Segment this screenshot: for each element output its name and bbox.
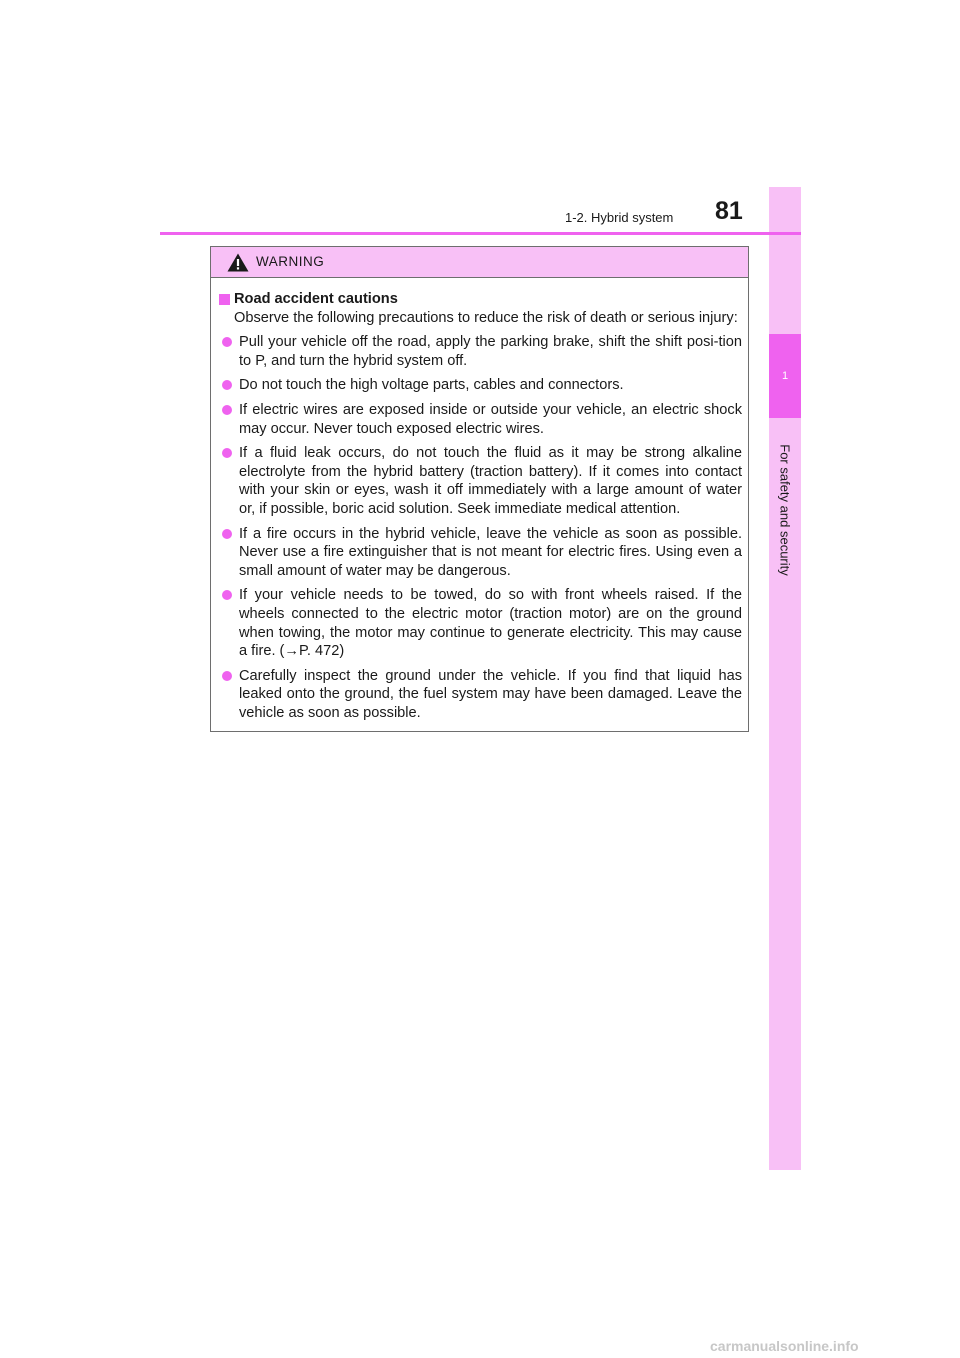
circle-bullet-icon [222, 405, 232, 415]
circle-bullet-icon [222, 590, 232, 600]
circle-bullet-icon [222, 529, 232, 539]
list-item-text: If a fire occurs in the hybrid vehicle, leave the vehicle as soon as possible. Never use a fire extinguisher that is not meant for electric fires. Using even a small amount of water may be dangerous. [239, 525, 742, 579]
warning-heading-row [219, 290, 742, 309]
list-item [219, 667, 742, 723]
list-item [219, 525, 742, 581]
warning-box [210, 246, 749, 732]
circle-bullet-icon [222, 671, 232, 681]
warning-bullet-list [219, 333, 742, 722]
square-bullet-icon [219, 294, 230, 305]
page-number: 81 [715, 197, 743, 225]
list-item [219, 586, 742, 660]
warning-triangle-icon [227, 253, 249, 272]
circle-bullet-icon [222, 380, 232, 390]
warning-header [211, 247, 748, 278]
list-item [219, 444, 742, 518]
list-item-text: If a fluid leak occurs, do not touch the fluid as it may be strong alkaline electrolyte from the hybrid battery (traction battery). If it comes into contact with your skin or eyes, wash it off immediately with a large amount of water or, if possible, boric acid solution. Seek immediate medical attention. [239, 445, 742, 517]
header-rule [160, 232, 801, 235]
list-item [219, 333, 742, 370]
warning-title: WARNING [256, 254, 325, 269]
circle-bullet-icon [222, 337, 232, 347]
list-item [219, 401, 742, 438]
warning-body [211, 278, 748, 722]
warning-intro: Observe the following precautions to reduce the risk of death or serious injury: [234, 309, 738, 326]
chapter-label: For safety and security [777, 444, 793, 576]
list-item-text: Pull your vehicle off the road, apply the parking brake, shift the shift posi-tion to P, and turn the hybrid system off. [239, 334, 742, 369]
list-item-text: Carefully inspect the ground under the vehicle. If you find that liquid has leaked onto the ground, the fuel system may have been damaged. Leave the vehicle as soon as possible. [239, 667, 742, 721]
section-title: 1-2. Hybrid system [565, 210, 674, 225]
circle-bullet-icon [222, 448, 232, 458]
list-item-text: Do not touch the high voltage parts, cables and connectors. [239, 377, 624, 394]
list-item-text: If your vehicle needs to be towed, do so with front wheels raised. If the wheels connected to the electric motor (traction motor) are on the ground when towing, the motor may continue to generate electricity. This may cause a fire. (→P. 472) [239, 587, 742, 660]
chapter-number: 1 [781, 370, 789, 382]
list-item [219, 376, 742, 395]
watermark: carmanualsonline.info [710, 1338, 859, 1354]
list-item-text: If electric wires are exposed inside or outside your vehicle, an electric shock may occur. Never touch exposed electric wires. [239, 401, 742, 437]
warning-heading: Road accident cautions [234, 291, 398, 307]
